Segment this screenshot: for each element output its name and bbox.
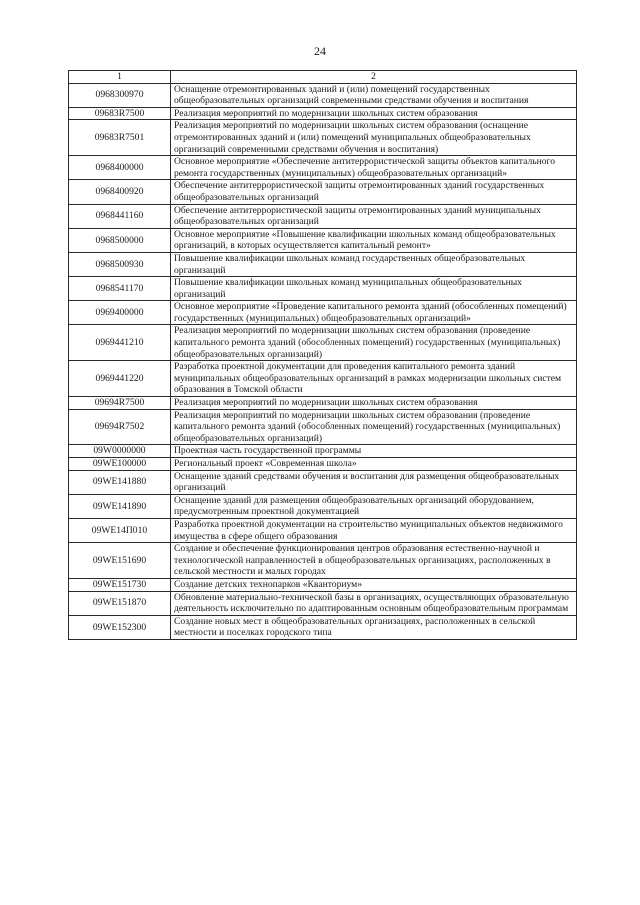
table-row (69, 277, 577, 301)
table-row (69, 107, 577, 120)
row-description: Реализация мероприятий по модернизации школьных систем образования (проведение капитального ремонта зданий (обособленных помещений) государственных (муниципальных) общеобразовательных организаций) (171, 409, 577, 445)
table-row (69, 120, 577, 156)
row-description: Обеспечение антитеррористической защиты отремонтированных зданий государственных общеобразовательных организаций (171, 180, 577, 204)
row-code: 09W0000000 (69, 445, 171, 458)
row-description: Создание и обеспечение функционирования центров образования естественно-научной и технологической направленностей в общеобразовательных организациях, расположенных в сельской местности и малых городах (171, 543, 577, 579)
row-description: Реализация мероприятий по модернизации школьных систем образования (оснащение отремонтированных зданий и (или) помещений муниципальных общеобразовательных организаций современными средствами обучения и воспитания) (171, 120, 577, 156)
table-row (69, 615, 577, 639)
row-description: Обновление материально-технической базы в организациях, осуществляющих образовательную деятельность исключительно по адаптированным основным общеобразовательным программам (171, 591, 577, 615)
row-description: Основное мероприятие «Повышение квалификации школьных команд общеобразовательных организаций, в которых осуществляется капитальный ремонт» (171, 228, 577, 252)
table-row (69, 361, 577, 397)
table-row (69, 397, 577, 410)
table-row (69, 445, 577, 458)
row-code: 09WE151730 (69, 578, 171, 591)
row-description: Повышение квалификации школьных команд муниципальных общеобразовательных организаций (171, 277, 577, 301)
row-description: Основное мероприятие «Обеспечение антитеррористической защиты объектов капитального ремонта государственных (муниципальных) общеобразовательных организаций» (171, 156, 577, 180)
row-code: 09WE151870 (69, 591, 171, 615)
table-row (69, 204, 577, 228)
table-row (69, 578, 577, 591)
table-row (69, 325, 577, 361)
row-description: Обеспечение антитеррористической защиты отремонтированных зданий муниципальных общеобразовательных организаций (171, 204, 577, 228)
row-code: 09WE100000 (69, 458, 171, 471)
column-header-description: 2 (171, 71, 577, 84)
table-row (69, 301, 577, 325)
row-description: Оснащение отремонтированных зданий и (или) помещений государственных общеобразовательных организаций современными средствами обучения и воспитания (171, 83, 577, 107)
table-row (69, 458, 577, 471)
table-row (69, 180, 577, 204)
row-code: 09683R7501 (69, 120, 171, 156)
row-description: Региональный проект «Современная школа» (171, 458, 577, 471)
row-code: 0968400000 (69, 156, 171, 180)
row-description: Оснащение зданий для размещения общеобразовательных организаций оборудованием, предусмотренным проектной документацией (171, 494, 577, 518)
row-code: 09WE151690 (69, 543, 171, 579)
row-description: Реализация мероприятий по модернизации школьных систем образования (проведение капитального ремонта зданий (обособленных помещений) государственных (муниципальных) общеобразовательных организаций) (171, 325, 577, 361)
row-code: 0969441220 (69, 361, 171, 397)
row-description: Оснащение зданий средствами обучения и воспитания для размещения общеобразовательных организаций (171, 470, 577, 494)
row-description: Основное мероприятие «Проведение капитального ремонта зданий (обособленных помещений) государственных (муниципальных) общеобразовательных организаций» (171, 301, 577, 325)
row-description: Реализация мероприятий по модернизации школьных систем образования (171, 107, 577, 120)
table-row (69, 83, 577, 107)
row-code: 0968400920 (69, 180, 171, 204)
row-description: Создание детских технопарков «Кванториум» (171, 578, 577, 591)
table-row (69, 494, 577, 518)
row-code: 09WE141880 (69, 470, 171, 494)
row-code: 09694R7500 (69, 397, 171, 410)
table-row (69, 591, 577, 615)
row-code: 0968300970 (69, 83, 171, 107)
table-row (69, 409, 577, 445)
page-number: 24 (314, 44, 326, 58)
table-row (69, 543, 577, 579)
row-code: 0968500930 (69, 252, 171, 276)
row-code: 09WE152300 (69, 615, 171, 639)
row-description: Разработка проектной документации для проведения капитального ремонта зданий муниципальных общеобразовательных организаций в рамках модернизации школьных систем образования в Томской области (171, 361, 577, 397)
table-row (69, 228, 577, 252)
table-row (69, 156, 577, 180)
table-row (69, 470, 577, 494)
row-description: Создание новых мест в общеобразовательных организациях, расположенных в сельской местности и поселках городского типа (171, 615, 577, 639)
column-header-code: 1 (69, 71, 171, 84)
row-code: 09WE141890 (69, 494, 171, 518)
row-code: 0968441160 (69, 204, 171, 228)
row-code: 0969400000 (69, 301, 171, 325)
row-description: Реализация мероприятий по модернизации школьных систем образования (171, 397, 577, 410)
row-description: Проектная часть государственной программы (171, 445, 577, 458)
budget-codes-table (68, 70, 577, 640)
row-description: Повышение квалификации школьных команд государственных общеобразовательных организаций (171, 252, 577, 276)
row-code: 0969441210 (69, 325, 171, 361)
table-row (69, 252, 577, 276)
table-row (69, 518, 577, 542)
row-code: 09WE14П010 (69, 518, 171, 542)
row-code: 09683R7500 (69, 107, 171, 120)
row-code: 0968541170 (69, 277, 171, 301)
table-header-row (69, 71, 577, 84)
row-code: 0968500000 (69, 228, 171, 252)
row-description: Разработка проектной документации на строительство муниципальных объектов недвижимого имущества в сфере общего образования (171, 518, 577, 542)
row-code: 09694R7502 (69, 409, 171, 445)
